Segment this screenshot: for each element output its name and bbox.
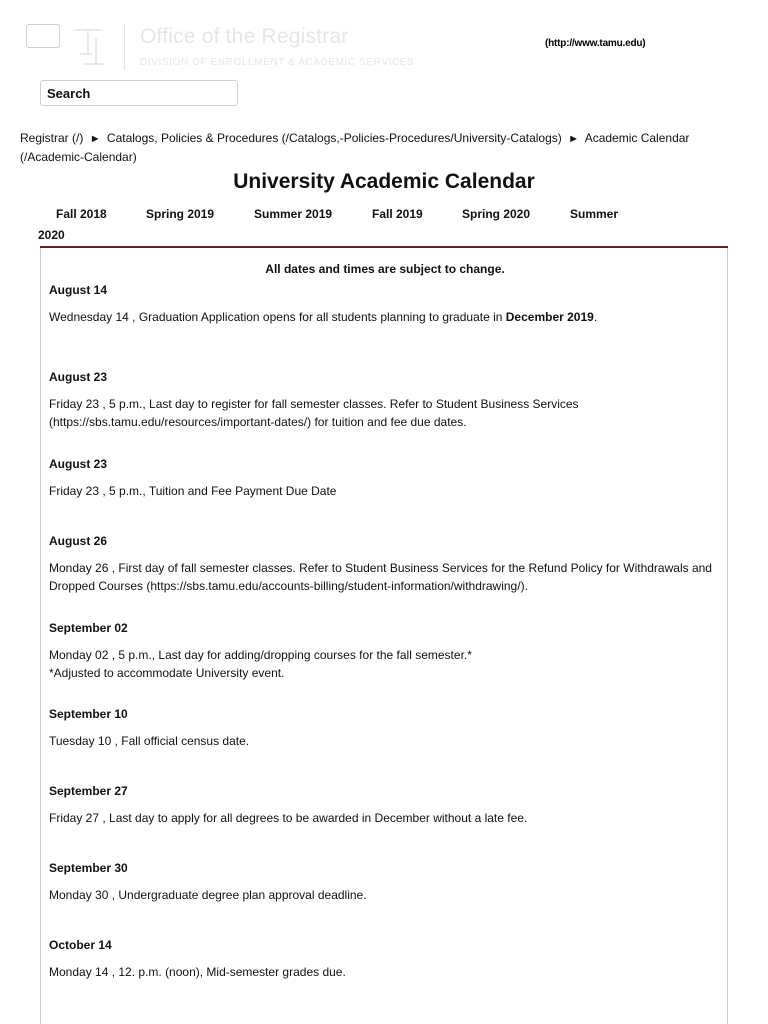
event-date: October 14 (49, 938, 112, 952)
event-date: September 27 (49, 784, 128, 798)
event-date: September 10 (49, 707, 128, 721)
event-description: Friday 23 , 5 p.m., Tuition and Fee Payment Due Date (49, 484, 337, 498)
calendar-event (49, 620, 719, 682)
calendar-event (49, 706, 719, 750)
office-subtitle: DIVISION OF ENROLLMENT & ACADEMIC SERVICES (140, 57, 415, 68)
event-description: Monday 02 , 5 p.m., Last day for adding/dropping courses for the fall semester.* *Adjusted to accommodate University event. (49, 648, 472, 680)
tab-summer-2020[interactable]: Summer (570, 207, 619, 221)
tab-summer-2019[interactable]: Summer 2019 (254, 207, 333, 221)
page-title: University Academic Calendar (233, 170, 535, 193)
breadcrumb-registrar-link[interactable]: Registrar (/) (20, 131, 84, 145)
tab-spring-2019[interactable]: Spring 2019 (146, 207, 215, 221)
tab-spring-2020[interactable]: Spring 2020 (462, 207, 531, 221)
tab-fall-2019[interactable]: Fall 2019 (372, 207, 423, 221)
event-description: Tuesday 10 , Fall official census date. (49, 734, 250, 748)
tab-fall-2018[interactable]: Fall 2018 (56, 207, 107, 221)
calendar-event (49, 533, 719, 595)
calendar-event (49, 456, 719, 500)
calendar-event (49, 937, 719, 981)
breadcrumb-separator-icon: ► (568, 133, 580, 145)
calendar-event (49, 860, 719, 904)
event-date: September 30 (49, 861, 128, 875)
event-description: Monday 26 , First day of fall semester classes. Refer to Student Business Services for the Refund Policy for Withdrawals and Dropped Courses (https://sbs.tamu.edu/accounts-billing/student-information/withdrawing/). (49, 561, 712, 593)
event-date: August 23 (49, 457, 108, 471)
event-date: August 23 (49, 370, 108, 384)
event-description: Monday 30 , Undergraduate degree plan approval deadline. (49, 888, 367, 902)
search-box[interactable] (40, 80, 238, 106)
calendar-panel (40, 248, 728, 1024)
event-description: Wednesday 14 , Graduation Application opens for all students planning to graduate in December 2019. (49, 310, 598, 324)
calendar-event (49, 783, 719, 827)
event-date: August 14 (49, 283, 108, 297)
calendar-event (49, 369, 719, 431)
calendar-event (49, 282, 719, 326)
breadcrumb-academic-calendar-link[interactable]: Academic Calendar (/Academic-Calendar) (20, 131, 690, 164)
event-description: Monday 14 , 12. p.m. (noon), Mid-semester grades due. (49, 965, 346, 979)
tamu-logo-icon (70, 24, 108, 70)
search-input[interactable] (41, 81, 227, 105)
event-description: Friday 27 , Last day to apply for all degrees to be awarded in December without a late fee. (49, 811, 528, 825)
office-title[interactable]: Office of the Registrar (140, 25, 349, 48)
breadcrumb (20, 129, 750, 166)
header-divider (124, 24, 125, 70)
event-date: August 26 (49, 534, 108, 548)
event-date: September 02 (49, 621, 128, 635)
notice-text: All dates and times are subject to change. (265, 262, 505, 276)
breadcrumb-separator-icon: ► (89, 133, 101, 145)
event-description: Friday 23 , 5 p.m., Last day to register for fall semester classes. Refer to Student Business Services (https://sbs.tamu.edu/resources/important-dates/) for tuition and fee due dates. (49, 397, 579, 429)
tamu-link[interactable]: (http://www.tamu.edu) (545, 38, 646, 49)
breadcrumb-catalogs-link[interactable]: Catalogs, Policies & Procedures (/Catalogs,-Policies-Procedures/University-Catalogs) (106, 131, 562, 145)
tab-summer-2020-year[interactable]: 2020 (38, 228, 65, 242)
menu-toggle-button[interactable] (26, 24, 60, 48)
